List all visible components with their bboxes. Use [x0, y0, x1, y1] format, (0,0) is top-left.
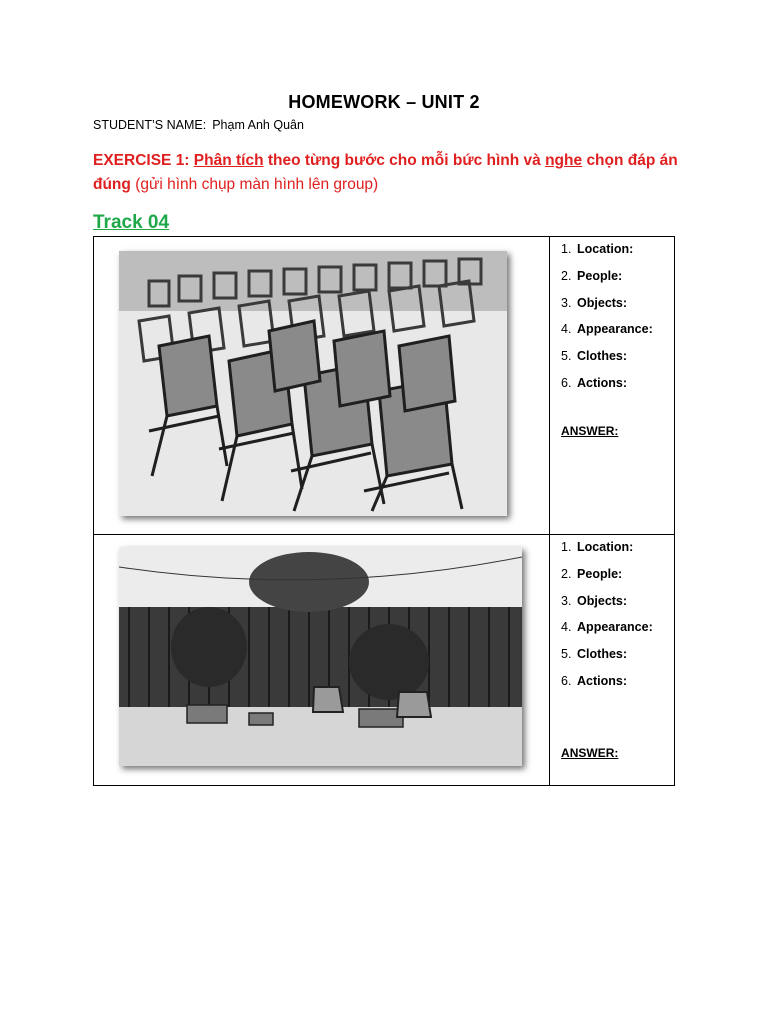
question-number: 5.	[561, 349, 572, 364]
exercise-tail-text: chọn đáp án đúng	[93, 152, 678, 193]
question-label: Location:	[577, 540, 634, 554]
list-item	[561, 672, 674, 699]
question-number: 3.	[561, 295, 572, 310]
question-list	[561, 538, 674, 699]
yard-illustration	[119, 547, 522, 766]
yard-photo	[119, 547, 522, 766]
question-label: Objects:	[577, 295, 628, 310]
question-label: Location:	[577, 242, 634, 256]
answer-label: ANSWER:	[561, 423, 619, 438]
question-label: People:	[577, 566, 623, 581]
question-number: 2.	[561, 268, 572, 283]
question-number: 6.	[561, 673, 572, 688]
question-list	[561, 240, 674, 401]
list-item	[561, 565, 674, 592]
exercise-label: EXERCISE 1:	[93, 152, 190, 169]
question-number: 2.	[561, 566, 572, 581]
list-item	[561, 294, 674, 321]
student-name-label: STUDENT’S NAME:	[93, 118, 207, 132]
page-title: HOMEWORK – UNIT 2	[288, 92, 480, 112]
exercise-table	[93, 236, 675, 786]
photo-cell	[94, 535, 550, 786]
chairs-photo	[119, 251, 507, 516]
question-number: 4.	[561, 322, 572, 337]
exercise-instruction	[93, 149, 693, 197]
question-label: Objects:	[577, 593, 628, 608]
list-item	[561, 240, 674, 267]
question-label: Clothes:	[577, 647, 628, 662]
questions-cell	[550, 237, 675, 535]
exercise-middle-text: theo từng bước cho mỗi bức hình và	[267, 152, 541, 169]
list-item	[561, 645, 674, 672]
list-item	[561, 347, 674, 374]
list-item	[561, 320, 674, 347]
question-label: Actions:	[577, 375, 628, 390]
question-number: 6.	[561, 375, 572, 390]
track-heading: Track 04	[93, 212, 170, 233]
photo-cell	[94, 237, 550, 535]
exercise-note: (gửi hình chụp màn hình lên group)	[135, 176, 379, 193]
question-label: Actions:	[577, 673, 628, 688]
list-item	[561, 618, 674, 645]
table-row	[94, 237, 675, 535]
question-number: 1.	[561, 540, 572, 554]
chairs-illustration	[119, 251, 507, 516]
question-label: Appearance:	[577, 620, 653, 635]
exercise-word-listen: nghe	[545, 152, 583, 169]
question-number: 4.	[561, 620, 572, 635]
list-item	[561, 374, 674, 401]
list-item	[561, 538, 674, 565]
answer-label: ANSWER:	[561, 745, 619, 760]
question-label: Clothes:	[577, 349, 628, 364]
table-row	[94, 535, 675, 786]
student-name-line	[93, 118, 304, 132]
question-label: Appearance:	[577, 322, 653, 337]
list-item	[561, 592, 674, 619]
question-label: People:	[577, 268, 623, 283]
question-number: 1.	[561, 242, 572, 256]
list-item	[561, 267, 674, 294]
questions-cell	[550, 535, 675, 786]
exercise-word-analyze: Phân tích	[193, 152, 264, 169]
question-number: 5.	[561, 647, 572, 662]
question-number: 3.	[561, 593, 572, 608]
student-name-value: Phạm Anh Quân	[212, 118, 304, 132]
